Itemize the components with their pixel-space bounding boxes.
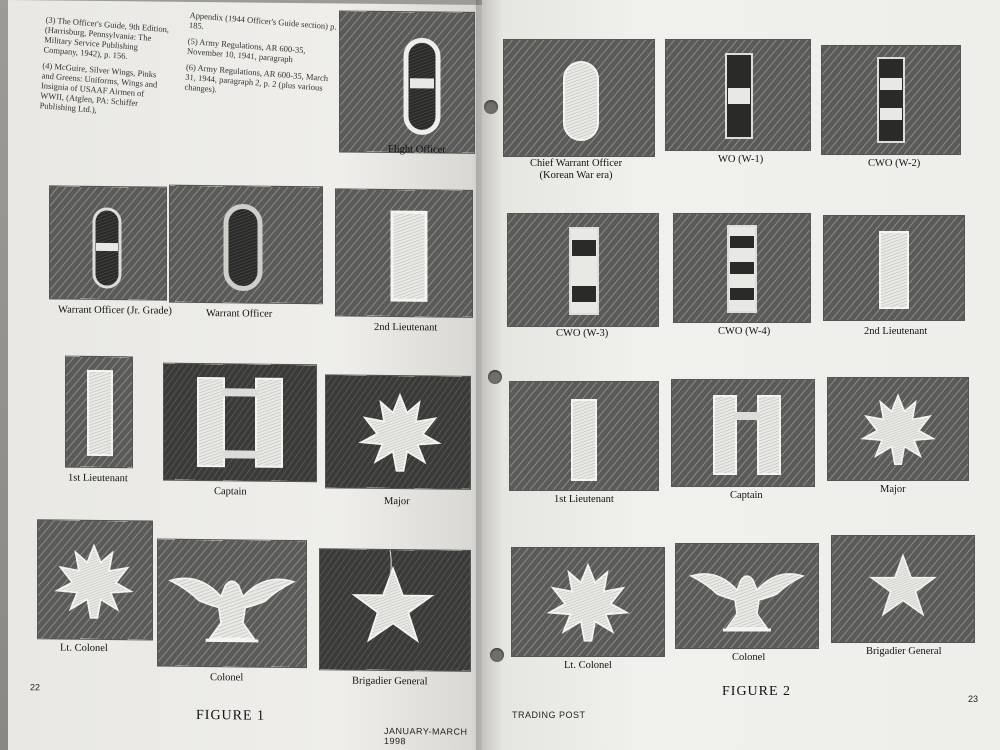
insignia-photo-warrant-officer xyxy=(170,186,322,304)
insignia-photo-wo1 xyxy=(666,40,810,150)
left-page xyxy=(8,0,486,750)
caption-brigadier-general: Brigadier General xyxy=(352,675,428,688)
figure-2-label: FIGURE 2 xyxy=(722,684,792,699)
footer-magazine-title: TRADING POST xyxy=(512,710,586,720)
caption-colonel-fig2: Colonel xyxy=(732,652,766,663)
footer-date: JANUARY-MARCH 1998 xyxy=(384,725,468,747)
footnotes-column-2 xyxy=(184,10,340,110)
caption-cwo2: CWO (W-2) xyxy=(868,158,921,169)
figure-1-label: FIGURE 1 xyxy=(196,707,266,724)
caption-line: (Korean War era) xyxy=(539,170,613,181)
caption-line: Chief Warrant Officer xyxy=(530,158,623,169)
insignia-photo-cwo2 xyxy=(822,46,960,154)
footnotes-column-1 xyxy=(39,14,174,126)
caption-1st-lieutenant-fig2: 1st Lieutenant xyxy=(554,494,614,505)
caption-lt-colonel: Lt. Colonel xyxy=(60,642,108,655)
insignia-photo-1st-lieutenant xyxy=(66,357,132,468)
caption-captain: Captain xyxy=(214,486,247,498)
right-page xyxy=(482,0,1000,750)
caption-cwo4: CWO (W-4) xyxy=(718,326,771,337)
binder-hole xyxy=(488,370,502,384)
insignia-photo-2nd-lieutenant-fig2 xyxy=(824,216,964,320)
caption-major: Major xyxy=(384,495,410,508)
insignia-photo-lt-colonel-fig2 xyxy=(512,548,664,656)
footnote: (6) Army Regulations, AR 600-35, March 31, 1944, paragraph 2, p. 2 (plus various changes). xyxy=(184,61,329,95)
insignia-photo-2nd-lieutenant xyxy=(336,189,472,316)
insignia-photo-brigadier-general xyxy=(320,549,470,671)
insignia-photo-major-fig2 xyxy=(828,378,968,480)
footnote: Appendix (1944 Officer's Guide section) p. 185. xyxy=(188,9,337,32)
caption-warrant-officer-jg: Warrant Officer (Jr. Grade) xyxy=(58,304,172,317)
caption-captain-fig2: Captain xyxy=(730,490,763,501)
caption-brigadier-general-fig2: Brigadier General xyxy=(866,646,942,657)
insignia-photo-cwo3 xyxy=(508,214,658,326)
insignia-photo-colonel xyxy=(158,540,306,668)
caption-warrant-officer: Warrant Officer xyxy=(206,308,273,320)
insignia-photo-warrant-officer-jg xyxy=(50,186,166,299)
insignia-photo-captain xyxy=(164,364,316,482)
insignia-photo-flight-officer xyxy=(340,11,474,152)
page-number-left: 22 xyxy=(30,682,41,693)
insignia-photo-cwo-korean-war xyxy=(504,40,654,156)
caption-cwo-korean-war xyxy=(530,158,622,182)
caption-2nd-lieutenant: 2nd Lieutenant xyxy=(374,321,438,334)
insignia-photo-1st-lieutenant-fig2 xyxy=(510,382,658,490)
caption-lt-colonel-fig2: Lt. Colonel xyxy=(564,660,612,671)
footnote: (4) McGuire, Silver Wings, Pinks and Greens: Uniforms, Wings and Insignia of USAAF Airmen of WWII, (Atglen, PA: Schiffer Publishing Ltd.), xyxy=(39,60,158,115)
insignia-photo-cwo4 xyxy=(674,214,810,322)
binder-hole xyxy=(484,100,498,114)
binder-hole xyxy=(490,648,504,662)
insignia-photo-lt-colonel xyxy=(38,520,152,639)
footnote: (5) Army Regulations, AR 600-35, November 10, 1941, paragraph xyxy=(186,35,306,65)
caption-cwo3: CWO (W-3) xyxy=(556,328,609,339)
page-number-right: 23 xyxy=(968,694,979,704)
insignia-photo-colonel-fig2 xyxy=(676,544,818,648)
caption-colonel: Colonel xyxy=(210,672,244,684)
caption-1st-lieutenant: 1st Lieutenant xyxy=(68,472,128,485)
insignia-photo-major xyxy=(326,375,470,489)
caption-2nd-lieutenant-fig2: 2nd Lieutenant xyxy=(864,326,928,337)
footnote: (3) The Officer's Guide, 9th Edition, (Harrisburg, Pennsylvania: The Military Service Publishing Company, 1942), p. 156. xyxy=(43,14,170,62)
caption-flight-officer: Flight Officer xyxy=(388,143,446,156)
insignia-photo-brigadier-general-fig2 xyxy=(832,536,974,642)
caption-wo1: WO (W-1) xyxy=(718,154,764,165)
caption-major-fig2: Major xyxy=(880,484,906,495)
insignia-photo-captain-fig2 xyxy=(672,380,814,486)
